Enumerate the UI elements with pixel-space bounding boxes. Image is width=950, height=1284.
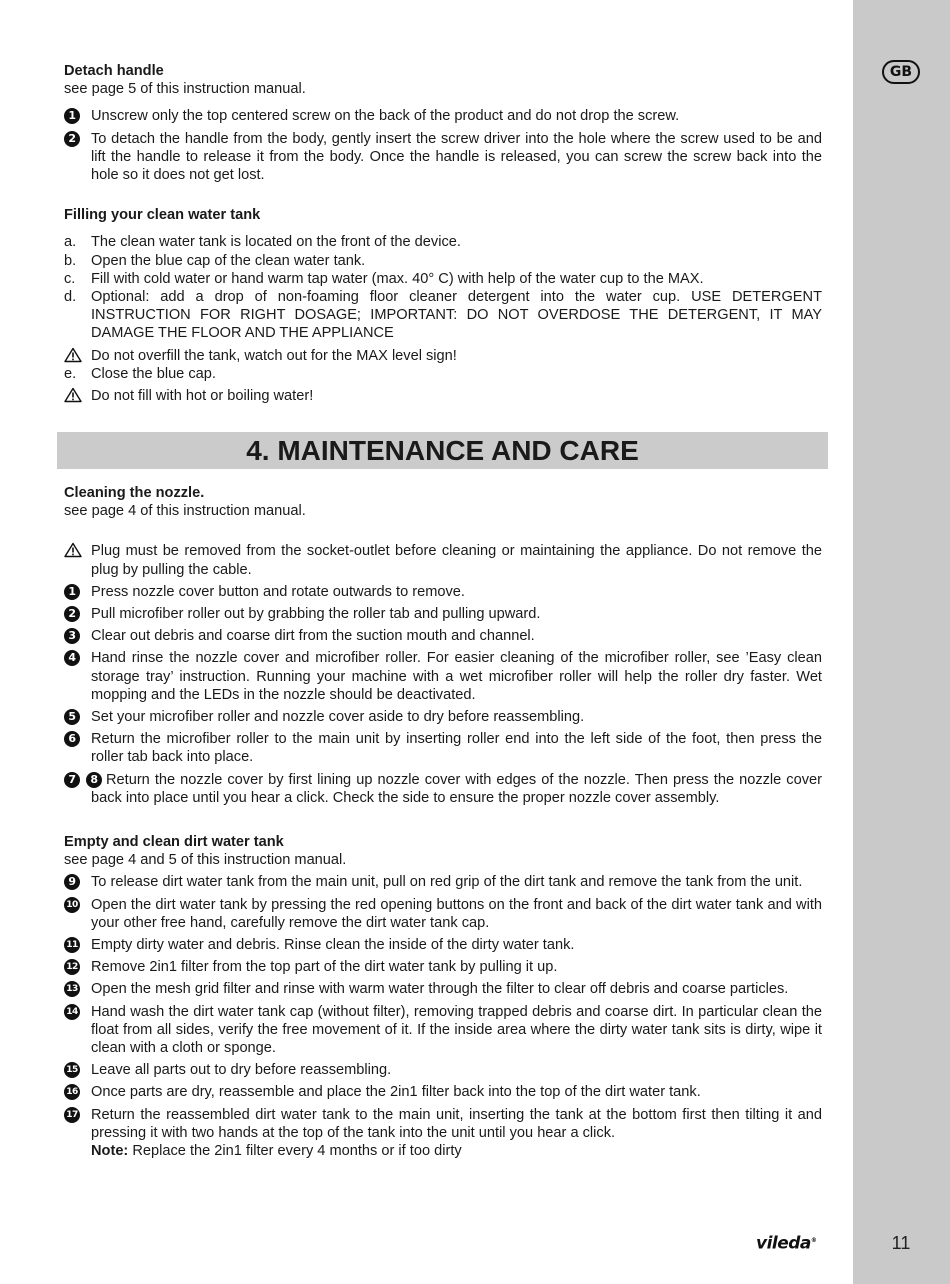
warning-text: Do not fill with hot or boiling water! [91, 388, 314, 405]
filter-note [91, 1142, 822, 1160]
note-text: Replace the 2in1 filter every 4 months or if too dirty [128, 1143, 462, 1160]
step-number-badge: 15 [64, 1062, 80, 1078]
list-item [64, 270, 822, 288]
list-text: Close the blue cap. [91, 365, 216, 382]
step-text: Remove 2in1 filter from the top part of the dirt water tank by pulling it up. [91, 959, 558, 976]
dirt-tank-step [64, 1003, 822, 1058]
step-number-badge: 1 [64, 584, 80, 600]
step-text: Open the mesh grid filter and rinse with warm water through the filter to clear off debris and coarse particles. [91, 981, 789, 998]
step-number-badge: 2 [64, 131, 80, 147]
step-text: Pull microfiber roller out by grabbing the roller tab and pulling upward. [91, 606, 541, 623]
step-number-badge: 4 [64, 650, 80, 666]
step-text: Press nozzle cover button and rotate outwards to remove. [91, 583, 465, 600]
step-text: To detach the handle from the body, gently insert the screw driver into the hole where the screw used to be and lift the handle to release it from the body. Once the handle is released, you can screw the screw back into the hole so it does not get lost. [91, 130, 822, 184]
step-text: Return the nozzle cover by first lining up nozzle cover with edges of the nozzle. Then press the nozzle cover back into place until you hear a click. Check the side to ensure the proper nozzle cover assembly. [91, 771, 822, 806]
dirt-tank-step [64, 958, 822, 976]
list-text: Optional: add a drop of non-foaming floor cleaner detergent into the water cup. USE DETERGENT INSTRUCTION FOR RIGHT DOSAGE; IMPORTANT: DO NOT OVERDOSE THE DETERGENT, IT MAY DAMAGE THE FLOOR AND THE APPLIANCE [91, 289, 822, 342]
warning-item [64, 542, 822, 578]
list-text: Fill with cold water or hand warm tap water (max. 40° C) with help of the water cup to the MAX. [91, 270, 704, 287]
list-letter: d. [64, 289, 77, 306]
nozzle-heading: Cleaning the nozzle. [64, 485, 205, 501]
step-number-badge: 1 [64, 108, 80, 124]
list-item [64, 233, 822, 251]
section-title-banner: 4. MAINTENANCE AND CARE [57, 432, 828, 469]
list-item [64, 288, 822, 343]
warning-text: Do not overfill the tank, watch out for the MAX level sign! [91, 347, 457, 364]
step-text: Return the microfiber roller to the main unit by inserting roller end into the left side of the foot, then press the roller tab back into place. [91, 731, 822, 766]
nozzle-step [64, 627, 822, 645]
nozzle-step [64, 605, 822, 623]
step-number-badge: 9 [64, 874, 80, 890]
nozzle-step [64, 583, 822, 601]
warning-triangle-icon [64, 387, 82, 408]
list-letter: c. [64, 270, 76, 287]
dirt-tank-step [64, 873, 822, 891]
step-text: Hand wash the dirt water tank cap (without filter), removing trapped debris and coarse dirt. In particular clean the float from all sides, verify the free movement of it. If the inside area where the dirty water tank sits is dirty, wipe it clean with a cloth or sponge. [91, 1003, 822, 1057]
detach-step [64, 130, 822, 185]
step-number-badge: 12 [64, 959, 80, 975]
step-text: Set your microfiber roller and nozzle cover aside to dry before reassembling. [91, 709, 585, 726]
detach-heading: Detach handle [64, 63, 164, 79]
step-number-badge: 11 [64, 937, 80, 953]
note-label: Note: [91, 1143, 129, 1160]
dirt-tank-section [64, 833, 822, 1160]
step-number-badge: 14 [64, 1004, 80, 1020]
list-item [64, 252, 822, 270]
detach-ref: see page 5 of this instruction manual. [64, 81, 306, 98]
step-number-badge: 10 [64, 897, 80, 913]
warning-item [64, 347, 822, 365]
list-text: Open the blue cap of the clean water tank. [91, 252, 366, 269]
dirt-tank-step [64, 1083, 822, 1101]
nozzle-section [64, 484, 822, 807]
detach-step [64, 107, 822, 125]
list-letter: e. [64, 365, 77, 382]
step-text: Return the reassembled dirt water tank to the main unit, inserting the tank at the bottom first then tilting it and pressing it with two hands at the top of the tank into the unit until you hear a click. [91, 1106, 822, 1141]
vileda-logo: vileda® [756, 1233, 817, 1254]
nozzle-step [64, 730, 822, 766]
page-number: 11 [891, 1233, 911, 1253]
step-text: Empty dirty water and debris. Rinse clean the inside of the dirty water tank. [91, 937, 575, 954]
step-number-badge: 2 [64, 606, 80, 622]
step-text: Hand rinse the nozzle cover and microfiber roller. For easier cleaning of the microfiber roller, see ’Easy clean storage tray’ instruction. Running your machine with a wet microfiber roller will help the roller dry faster. Wet mopping and the LEDs in the nozzle should be deactivated. [91, 650, 822, 703]
step-text: Once parts are dry, reassemble and place the 2in1 filter back into the top of the dirt water tank. [91, 1084, 701, 1101]
warning-triangle-icon [64, 542, 82, 563]
step-text: To release dirt water tank from the main unit, pull on red grip of the dirt tank and remove the tank from the unit. [91, 874, 803, 891]
step-number-badge: 8 [86, 772, 102, 788]
step-number-badge: 13 [64, 981, 80, 997]
step-number-badge: 5 [64, 709, 80, 725]
list-letter: a. [64, 234, 77, 251]
list-text: The clean water tank is located on the front of the device. [91, 234, 461, 251]
step-number-badge: 16 [64, 1084, 80, 1100]
dirt-tank-ref: see page 4 and 5 of this instruction manual. [64, 852, 347, 869]
dirt-tank-step [64, 936, 822, 954]
list-letter: b. [64, 252, 77, 269]
warning-text: Plug must be removed from the socket-outlet before cleaning or maintaining the appliance. Do not remove the plug by pulling the cable. [91, 543, 822, 578]
dirt-tank-heading: Empty and clean dirt water tank [64, 834, 284, 850]
step-number-badge: 6 [64, 731, 80, 747]
step-text: Clear out debris and coarse dirt from the suction mouth and channel. [91, 628, 535, 645]
step-number-badge: 7 [64, 772, 80, 788]
language-tab-badge: GB [882, 60, 920, 84]
side-margin-band [853, 0, 950, 1284]
nozzle-ref: see page 4 of this instruction manual. [64, 503, 306, 520]
brand-name: vileda [756, 1233, 811, 1254]
nozzle-step [64, 708, 822, 726]
step-number-badge: 3 [64, 628, 80, 644]
dirt-tank-step [64, 896, 822, 932]
step-number-badge: 17 [64, 1107, 80, 1123]
warning-item [64, 387, 822, 405]
nozzle-step [64, 771, 822, 807]
nozzle-step [64, 649, 822, 704]
step-text: Open the dirt water tank by pressing the red opening buttons on the front and back of the dirt water tank and with your other free hand, carefully remove the dirt water tank cap. [91, 896, 822, 931]
filling-heading: Filling your clean water tank [64, 207, 261, 224]
dirt-tank-step [64, 1106, 822, 1161]
dirt-tank-step [64, 980, 822, 998]
step-text: Unscrew only the top centered screw on the back of the product and do not drop the screw. [91, 108, 680, 125]
top-section [64, 62, 822, 405]
step-text: Leave all parts out to dry before reassembling. [91, 1062, 392, 1079]
dirt-tank-step [64, 1061, 822, 1079]
list-item [64, 365, 822, 383]
